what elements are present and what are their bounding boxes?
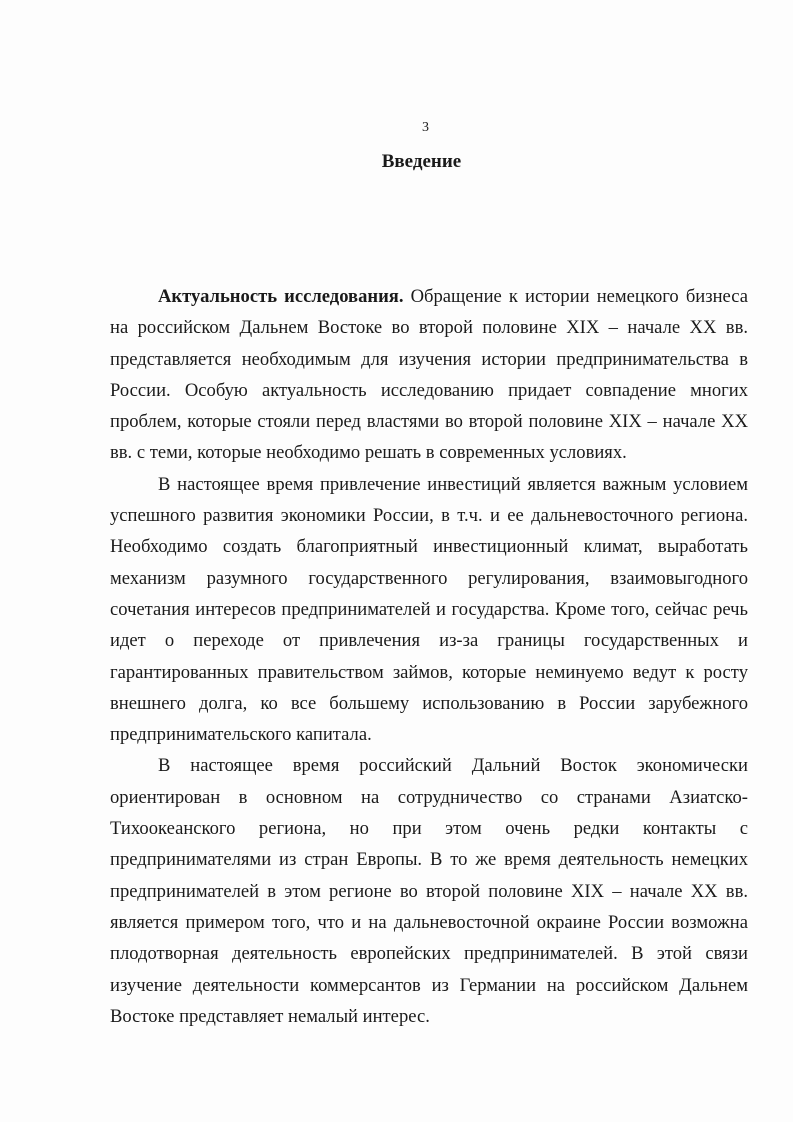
page-number: 3 — [422, 120, 429, 135]
paragraph — [110, 281, 748, 469]
page-title: Введение — [381, 151, 462, 172]
paragraph-lead: Актуальность исследования. — [158, 286, 404, 307]
paragraph — [110, 469, 748, 751]
paragraph-text: Обращение к истории немецкого бизнеса на российском Дальнем Востоке во второй половине XIX – начале XX вв. представляется необходимым для изучения истории предпринимательства в России. Особую актуальность исследованию придает совпадение многих проблем, которые стояли перед властями во второй половине XIX – начале XX вв. с теми, которые необходимо решать в современных условиях. — [110, 286, 748, 464]
body-text — [110, 281, 748, 1032]
paragraph-text: В настоящее время российский Дальний Восток экономически ориентирован в основном на сотрудничество со странами Азиатско-Тихоокеанского региона, но при этом очень редки контакты с предпринимателями из стран Европы. В то же время деятельность немецких предпринимателей в этом регионе во второй половине XIX – начале XX вв. является примером того, что и на дальневосточной окраине России возможна плодотворная деятельность европейских предпринимателей. В этой связи изучение деятельности коммерсантов из Германии на российском Дальнем Востоке представляет немалый интерес. — [110, 755, 748, 1027]
paragraph-text: В настоящее время привлечение инвестиций является важным условием успешного развития экономики России, в т.ч. и ее дальневосточного региона. Необходимо создать благоприятный инвестиционный климат, выработать механизм разумного государственного регулирования, взаимовыгодного сочетания интересов предпринимателей и государства. Кроме того, сейчас речь идет о переходе от привлечения из-за границы государственных и гарантированных правительством займов, которые неминуемо ведут к росту внешнего долга, ко все большему использованию в России зарубежного предпринимательского капитала. — [110, 473, 748, 746]
paragraph — [110, 750, 748, 1032]
